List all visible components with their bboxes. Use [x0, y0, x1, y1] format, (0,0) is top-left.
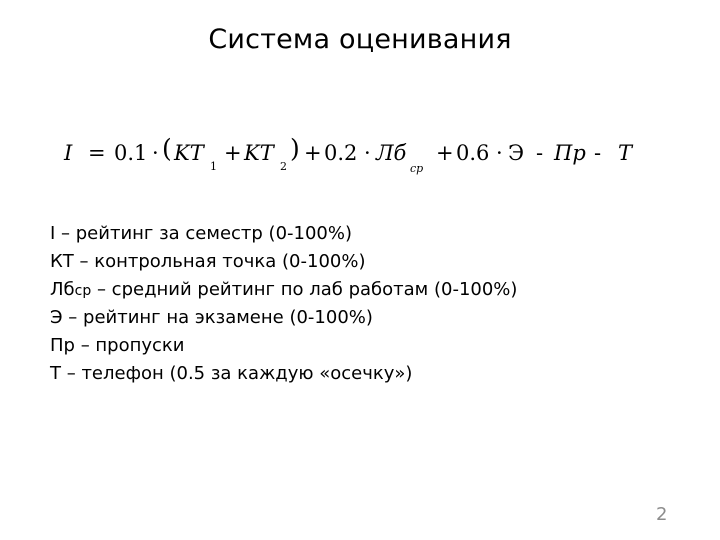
formula-coef-06: 0.6 — [456, 141, 490, 165]
definition-term: Пр — [50, 335, 75, 356]
formula-dot-3: · — [496, 141, 503, 165]
definition-term: Э — [50, 307, 63, 328]
definition-text: – телефон (0.5 за каждую «осечку») — [61, 363, 413, 384]
definition-text: – средний рейтинг по лаб работам (0-100%) — [91, 279, 518, 300]
rating-formula — [64, 134, 664, 178]
formula-coef-02: 0.2 — [324, 141, 358, 165]
formula-left-paren: ( — [162, 134, 172, 163]
definition-term: I — [50, 223, 56, 244]
definition-text: – рейтинг за семестр (0-100%) — [55, 223, 353, 244]
definition-text: – контрольная точка (0-100%) — [73, 251, 366, 272]
definition-term: Лб — [50, 279, 75, 300]
formula-minus-1: - — [536, 141, 544, 165]
formula-kt-1: KT — [174, 141, 204, 165]
definition-phone — [50, 360, 670, 388]
formula-sub-1: 1 — [210, 160, 217, 173]
definition-text: – рейтинг на экзамене (0-100%) — [62, 307, 373, 328]
definition-term: Т — [50, 363, 61, 384]
formula-equals: = — [88, 141, 106, 165]
definition-term: КТ — [50, 251, 74, 272]
formula-plus-3: + — [436, 141, 454, 165]
formula-dot-1: · — [152, 141, 159, 165]
formula-lb: Лб — [376, 141, 407, 165]
definition-checkpoint — [50, 248, 670, 276]
definition-rating — [50, 220, 670, 248]
formula-kt-2: KT — [244, 141, 274, 165]
formula-I: I — [64, 141, 73, 165]
formula-plus-2: + — [304, 141, 322, 165]
formula-pr: Пр — [554, 141, 586, 165]
definition-text: – пропуски — [74, 335, 185, 356]
definition-lab — [50, 276, 670, 304]
formula-exam: Э — [508, 141, 525, 165]
formula-dot-2: · — [364, 141, 371, 165]
definition-exam — [50, 304, 670, 332]
definition-subscript: ср — [74, 283, 92, 299]
formula-t: Т — [618, 141, 633, 165]
formula-coef-01: 0.1 — [114, 141, 148, 165]
definition-absences — [50, 332, 670, 360]
definitions-list — [50, 220, 670, 388]
formula-minus-2: - — [594, 141, 602, 165]
slide-title: Система оценивания — [208, 24, 512, 55]
formula-right-paren: ) — [290, 134, 300, 163]
formula-plus-1: + — [224, 141, 242, 165]
formula-sub-2: 2 — [280, 160, 287, 173]
page-number: 2 — [656, 504, 668, 525]
formula-sub-sr: ср — [410, 162, 424, 175]
